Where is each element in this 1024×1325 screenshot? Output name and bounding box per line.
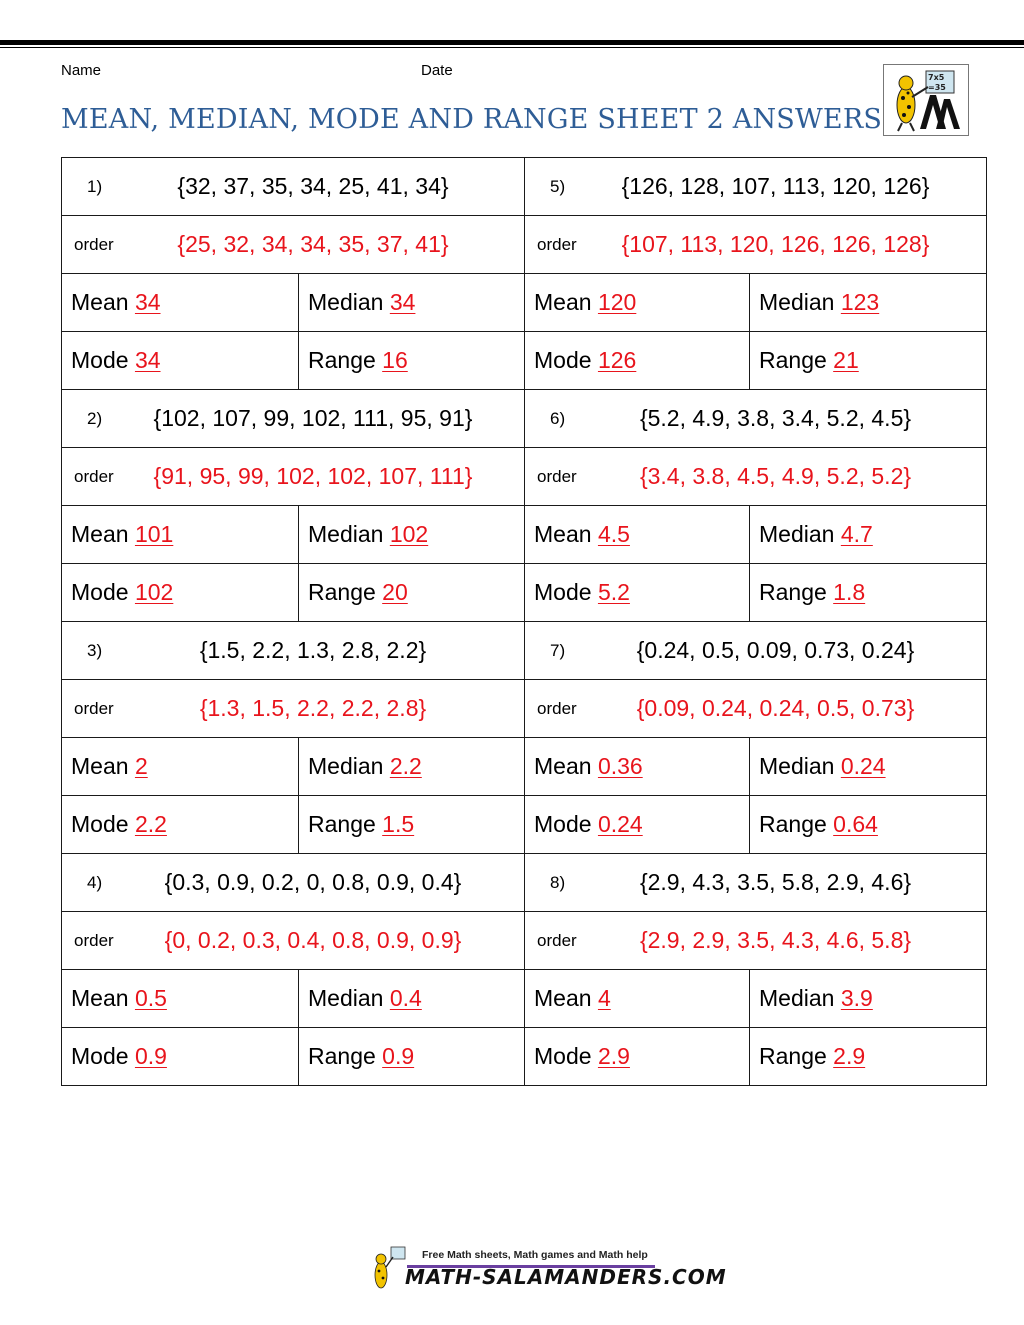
mean-answer: 2 — [134, 753, 148, 779]
range-answer: 21 — [833, 347, 859, 373]
ordered-set: {91, 95, 99, 102, 102, 107, 111} — [153, 463, 473, 489]
median-answer: 123 — [840, 289, 880, 315]
mode-label: Mode — [71, 347, 129, 373]
mode-cell — [62, 332, 299, 390]
mean-answer: 120 — [597, 289, 637, 315]
problem-cell — [525, 390, 987, 448]
range-answer: 1.8 — [833, 579, 866, 605]
mode-answer: 2.9 — [597, 1043, 630, 1069]
mean-cell — [62, 738, 299, 796]
median-answer: 2.2 — [389, 753, 422, 779]
problem-row — [62, 390, 987, 448]
range-label: Range — [759, 579, 827, 605]
mode-range-row — [62, 332, 987, 390]
problem-cell — [62, 390, 525, 448]
name-label: Name — [61, 62, 102, 79]
median-cell — [299, 506, 525, 564]
mode-label: Mode — [71, 811, 129, 837]
median-cell — [299, 738, 525, 796]
mode-cell — [525, 332, 750, 390]
range-cell — [299, 564, 525, 622]
data-set: {1.5, 2.2, 1.3, 2.8, 2.2} — [199, 637, 427, 663]
ordered-set: {0.09, 0.24, 0.24, 0.5, 0.73} — [636, 695, 915, 721]
top-rule-thick — [0, 40, 1024, 45]
mean-label: Mean — [534, 521, 592, 547]
mode-range-row — [62, 796, 987, 854]
mode-answer: 126 — [597, 347, 637, 373]
order-label: order — [74, 467, 114, 486]
mean-median-row — [62, 506, 987, 564]
median-cell — [750, 274, 987, 332]
footer-logo — [367, 1245, 727, 1295]
mode-cell — [62, 564, 299, 622]
range-cell — [299, 796, 525, 854]
order-label: order — [74, 235, 114, 254]
problem-number: 4) — [87, 873, 103, 892]
mean-median-row — [62, 970, 987, 1028]
order-cell — [525, 912, 987, 970]
svg-text:7x5: 7x5 — [928, 73, 945, 82]
problem-number: 5) — [550, 177, 566, 196]
ordered-set: {25, 32, 34, 34, 35, 37, 41} — [177, 231, 449, 257]
mean-cell — [62, 506, 299, 564]
mode-range-row — [62, 564, 987, 622]
median-cell — [750, 970, 987, 1028]
order-cell — [62, 216, 525, 274]
mean-label: Mean — [71, 289, 129, 315]
answers-table — [61, 157, 987, 1086]
range-cell — [750, 1028, 987, 1086]
median-label: Median — [759, 985, 835, 1011]
mean-answer: 101 — [134, 521, 174, 547]
mode-cell — [62, 796, 299, 854]
median-label: Median — [308, 753, 384, 779]
problem-number: 2) — [87, 409, 103, 428]
date-label: Date — [421, 62, 453, 79]
median-cell — [750, 738, 987, 796]
ordered-set: {107, 113, 120, 126, 126, 128} — [621, 231, 930, 257]
median-cell — [750, 506, 987, 564]
mode-answer: 0.9 — [134, 1043, 167, 1069]
median-label: Median — [759, 521, 835, 547]
mean-cell — [62, 274, 299, 332]
data-set: {102, 107, 99, 102, 111, 95, 91} — [153, 405, 473, 431]
range-cell — [299, 1028, 525, 1086]
range-label: Range — [759, 347, 827, 373]
mean-label: Mean — [71, 521, 129, 547]
data-set: {0.3, 0.9, 0.2, 0, 0.8, 0.9, 0.4} — [164, 869, 462, 895]
mean-cell — [525, 506, 750, 564]
svg-text:=35: =35 — [928, 83, 946, 92]
salamander-logo-icon — [367, 1245, 407, 1295]
mean-answer: 0.36 — [597, 753, 643, 779]
mode-answer: 5.2 — [597, 579, 630, 605]
order-label: order — [537, 699, 577, 718]
median-answer: 3.9 — [840, 985, 873, 1011]
mode-cell — [62, 1028, 299, 1086]
data-set: {5.2, 4.9, 3.8, 3.4, 5.2, 4.5} — [639, 405, 912, 431]
mode-answer: 0.24 — [597, 811, 643, 837]
mode-answer: 102 — [134, 579, 174, 605]
problem-row — [62, 158, 987, 216]
mean-label: Mean — [71, 985, 129, 1011]
range-answer: 0.64 — [833, 811, 878, 837]
order-cell — [525, 216, 987, 274]
range-label: Range — [308, 347, 376, 373]
data-set: {2.9, 4.3, 3.5, 5.8, 2.9, 4.6} — [639, 869, 912, 895]
ordered-set: {0, 0.2, 0.3, 0.4, 0.8, 0.9, 0.9} — [164, 927, 462, 953]
problem-cell — [525, 622, 987, 680]
mode-answer: 34 — [134, 347, 161, 373]
order-cell — [62, 680, 525, 738]
mode-cell — [525, 564, 750, 622]
range-label: Range — [308, 1043, 376, 1069]
order-cell — [62, 448, 525, 506]
median-cell — [299, 970, 525, 1028]
problem-number: 8) — [550, 873, 566, 892]
mean-cell — [525, 274, 750, 332]
range-answer: 16 — [382, 347, 408, 373]
problem-cell — [62, 622, 525, 680]
data-set: {32, 37, 35, 34, 25, 41, 34} — [177, 173, 449, 199]
top-rule-thin — [0, 47, 1024, 48]
range-label: Range — [308, 811, 376, 837]
order-cell — [62, 912, 525, 970]
range-cell — [750, 796, 987, 854]
range-answer: 2.9 — [833, 1043, 866, 1069]
problem-number: 3) — [87, 641, 103, 660]
range-cell — [750, 564, 987, 622]
problem-number: 1) — [87, 177, 103, 196]
mean-cell — [62, 970, 299, 1028]
mean-label: Mean — [534, 289, 592, 315]
median-label: Median — [308, 521, 384, 547]
range-label: Range — [308, 579, 376, 605]
median-answer: 34 — [389, 289, 416, 315]
salamander-teacher-icon — [883, 64, 969, 136]
mode-cell — [525, 796, 750, 854]
problem-row — [62, 622, 987, 680]
page-title: MEAN, MEDIAN, MODE AND RANGE SHEET 2 ANSWERS — [61, 104, 883, 135]
order-label: order — [537, 467, 577, 486]
order-label: order — [74, 931, 114, 950]
mean-label: Mean — [71, 753, 129, 779]
median-label: Median — [759, 289, 835, 315]
data-set: {0.24, 0.5, 0.09, 0.73, 0.24} — [636, 637, 915, 663]
problem-cell — [525, 158, 987, 216]
range-cell — [750, 332, 987, 390]
problem-row — [62, 854, 987, 912]
median-cell — [299, 274, 525, 332]
mean-cell — [525, 738, 750, 796]
mode-answer: 2.2 — [134, 811, 167, 837]
mode-label: Mode — [534, 811, 592, 837]
mean-cell — [525, 970, 750, 1028]
mean-answer: 4 — [597, 985, 611, 1011]
ordered-set: {3.4, 3.8, 4.5, 4.9, 5.2, 5.2} — [639, 463, 912, 489]
mean-answer: 0.5 — [134, 985, 167, 1011]
ordered-set: {1.3, 1.5, 2.2, 2.2, 2.8} — [199, 695, 427, 721]
mode-label: Mode — [534, 1043, 592, 1069]
mode-label: Mode — [534, 347, 592, 373]
mean-label: Mean — [534, 753, 592, 779]
median-label: Median — [759, 753, 835, 779]
mean-answer: 4.5 — [597, 521, 630, 547]
range-answer: 20 — [382, 579, 408, 605]
order-label: order — [537, 235, 577, 254]
range-cell — [299, 332, 525, 390]
order-row — [62, 680, 987, 738]
data-set: {126, 128, 107, 113, 120, 126} — [621, 173, 930, 199]
problem-number: 6) — [550, 409, 566, 428]
range-label: Range — [759, 1043, 827, 1069]
mean-median-row — [62, 274, 987, 332]
median-answer: 102 — [389, 521, 429, 547]
order-label: order — [74, 699, 114, 718]
footer-tagline: Free Math sheets, Math games and Math help — [422, 1249, 648, 1261]
range-label: Range — [759, 811, 827, 837]
median-answer: 0.4 — [389, 985, 422, 1011]
problem-number: 7) — [550, 641, 566, 660]
range-answer: 0.9 — [382, 1043, 415, 1069]
median-answer: 0.24 — [840, 753, 886, 779]
problem-cell — [525, 854, 987, 912]
ordered-set: {2.9, 2.9, 3.5, 4.3, 4.6, 5.8} — [639, 927, 912, 953]
median-label: Median — [308, 985, 384, 1011]
mode-range-row — [62, 1028, 987, 1086]
mean-label: Mean — [534, 985, 592, 1011]
problem-cell — [62, 158, 525, 216]
mode-cell — [525, 1028, 750, 1086]
order-cell — [525, 448, 987, 506]
mode-label: Mode — [71, 1043, 129, 1069]
range-answer: 1.5 — [382, 811, 415, 837]
mode-label: Mode — [71, 579, 129, 605]
median-answer: 4.7 — [840, 521, 873, 547]
order-row — [62, 448, 987, 506]
order-row — [62, 912, 987, 970]
problem-cell — [62, 854, 525, 912]
order-label: order — [537, 931, 577, 950]
median-label: Median — [308, 289, 384, 315]
mode-label: Mode — [534, 579, 592, 605]
mean-answer: 34 — [134, 289, 161, 315]
footer-brand: MATH-SALAMANDERS.COM — [405, 1265, 727, 1289]
order-cell — [525, 680, 987, 738]
mean-median-row — [62, 738, 987, 796]
order-row — [62, 216, 987, 274]
